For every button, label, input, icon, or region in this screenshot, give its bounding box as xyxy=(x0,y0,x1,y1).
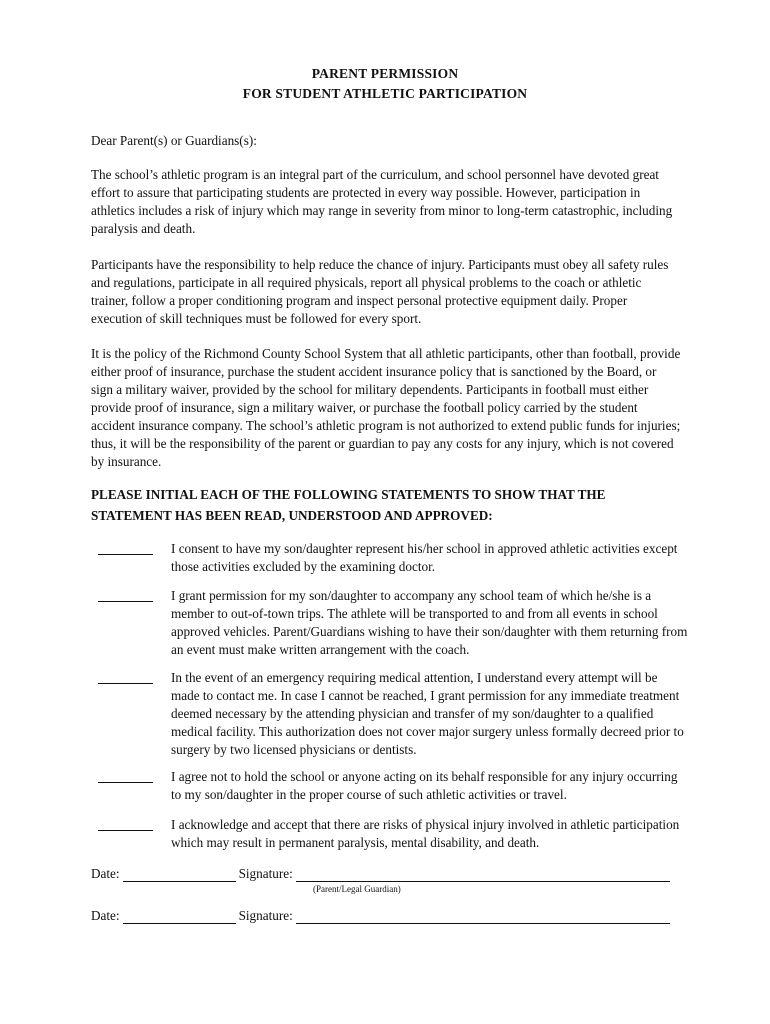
guardian-label: (Parent/Legal Guardian) xyxy=(313,884,401,894)
statement-text: In the event of an emergency requiring medical attention, I understand every attempt will be made to contact me. In case I cannot be reached, I grant permission for any immediate treatment deemed necessary by the attending physician and transfer of my son/daughter to a qualified medical facility. This authorization does not cover major surgery unless formally decreed prior to surgery by two licensed physicians or dentists. xyxy=(171,670,684,757)
initial-blank[interactable] xyxy=(98,540,153,555)
form-title-line1: PARENT PERMISSION xyxy=(311,66,459,81)
signature-field[interactable] xyxy=(296,910,670,924)
salutation: Dear Parent(s) or Guardians(s): xyxy=(91,133,257,148)
statement-text: I consent to have my son/daughter represent his/her school in approved athletic activities except those activities excluded by the examining doctor. xyxy=(171,541,678,574)
signature-label: Signature: xyxy=(238,866,293,881)
statement-text: I grant permission for my son/daughter to accompany any school team of which he/she is a member to out-of-town trips. The athlete will be transported to and from all events in school approved vehicles. Parent/Guardians wishing to have their son/daughter with them returning from an event must make written arrangement with the coach. xyxy=(171,588,688,657)
statement-text: I acknowledge and accept that there are risks of physical injury involved in athletic participation which may result in permanent paralysis, mental disability, and death. xyxy=(171,817,680,850)
initial-instruction: PLEASE INITIAL EACH OF THE FOLLOWING STATEMENTS TO SHOW THAT THE STATEMENT HAS BEEN READ, UNDERSTOOD AND APPROVED: xyxy=(91,487,606,523)
date-label: Date: xyxy=(91,908,120,923)
paragraph-insurance-policy: It is the policy of the Richmond County School System that all athletic participants, other than football, provide either proof of insurance, purchase the student accident insurance policy that is sanctioned by the Board, or sign a military waiver, provided by the school for military dependents. Participants in football must either provide proof of insurance, sign a military waiver, or purchase the football policy carried by the student accident insurance company. The school’s athletic program is not authorized to extend public funds for injuries; thus, it will be the responsibility of the parent or guardian to pay any costs for any injury, which is not covered by insurance. xyxy=(91,346,681,469)
signature-row-1 xyxy=(91,866,670,882)
signature-label: Signature: xyxy=(238,908,293,923)
statement-medical xyxy=(98,669,688,759)
initial-blank[interactable] xyxy=(98,587,153,602)
date-field[interactable] xyxy=(123,868,236,882)
statement-liability xyxy=(98,768,688,804)
signature-row-2 xyxy=(91,908,670,924)
paragraph-participant-responsibility: Participants have the responsibility to help reduce the chance of injury. Participants must obey all safety rules and regulations, participate in all required physicals, report all physical problems to the coach or athletic trainer, follow a proper conditioning program and inspect personal protective equipment daily. Proper execution of skill techniques must be followed for every sport. xyxy=(91,257,669,326)
statement-text: I agree not to hold the school or anyone acting on its behalf responsible for any injury occurring to my son/daughter in the proper course of such athletic activities or travel. xyxy=(171,769,678,802)
date-field[interactable] xyxy=(123,910,236,924)
statement-travel xyxy=(98,587,688,659)
initial-blank[interactable] xyxy=(98,669,153,684)
paragraph-program-intro: The school’s athletic program is an integral part of the curriculum, and school personnel have devoted great effort to assure that participating students are protected in every way possible. However, participation in athletics includes a risk of injury which may range in severity from minor to long-term catastrophic, including paralysis and death. xyxy=(91,167,673,236)
statement-consent xyxy=(98,540,688,576)
initial-blank[interactable] xyxy=(98,816,153,831)
signature-field[interactable] xyxy=(296,868,670,882)
statement-risk xyxy=(98,816,688,852)
date-label: Date: xyxy=(91,866,120,881)
form-title-line2: FOR STUDENT ATHLETIC PARTICIPATION xyxy=(242,86,528,101)
initial-blank[interactable] xyxy=(98,768,153,783)
